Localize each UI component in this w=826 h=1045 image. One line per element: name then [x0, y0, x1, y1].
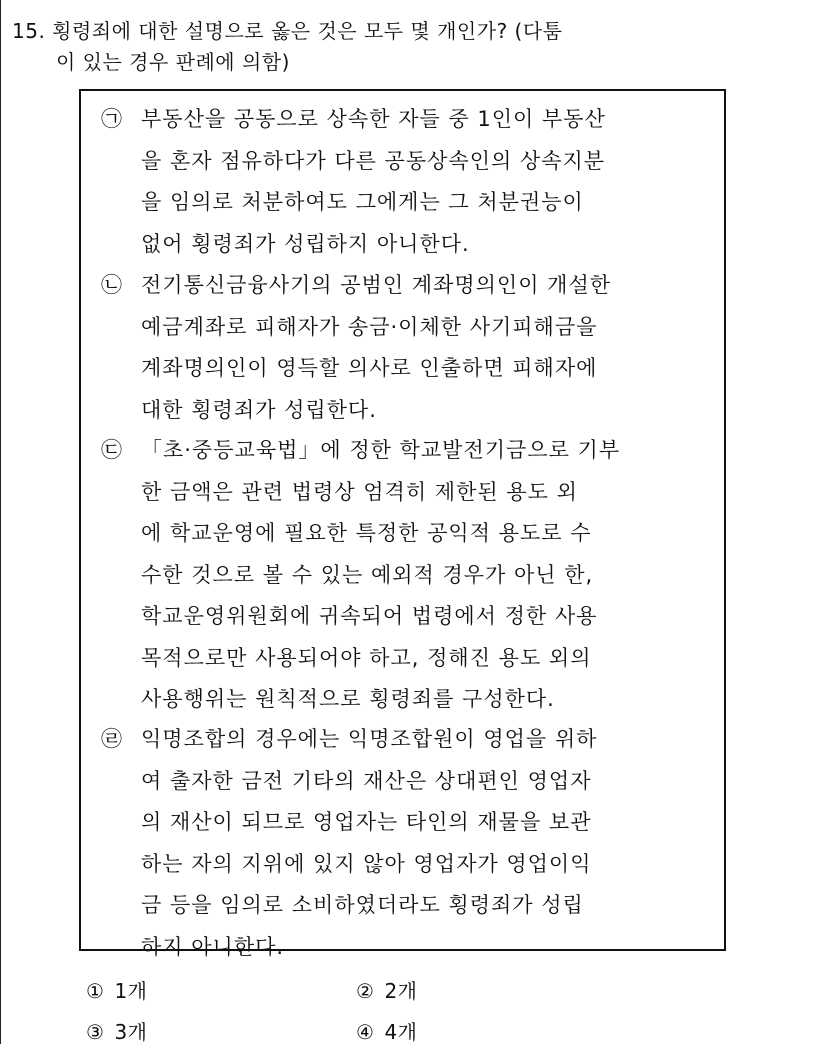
- statement-line: 부동산을 공동으로 상속한 자들 중 1인이 부동산: [141, 107, 606, 131]
- statement-line: 전기통신금융사기의 공범인 계좌명의인이 개설한: [141, 273, 612, 297]
- choice-number: ①: [86, 979, 105, 1003]
- choice-label: 2개: [384, 979, 418, 1003]
- page-left-border: [0, 0, 1, 1044]
- question-number: 15.: [12, 19, 46, 43]
- statement-marker: ㉣: [101, 727, 123, 751]
- question-text-1: 횡령죄에 대한 설명으로 옳은 것은 모두 몇 개인가? (다툼: [52, 19, 563, 43]
- statement-line: 을 혼자 점유하다가 다른 공동상속인의 상속지분: [141, 148, 606, 173]
- statement-line: 금 등을 임의로 소비하였더라도 횡령죄가 성립: [141, 893, 584, 917]
- choice-number: ③: [86, 1020, 105, 1044]
- statement-line: 수한 것으로 볼 수 있는 예외적 경우가 아닌 한,: [141, 562, 594, 587]
- statement-d: [101, 719, 711, 968]
- statements-box: [79, 89, 726, 959]
- statement-line: 사용행위는 원칙적으로 횡령죄를 구성한다.: [141, 687, 555, 711]
- statement-line: 대한 횡령죄가 성립한다.: [141, 397, 377, 422]
- statement-c: [101, 430, 711, 721]
- choice-number: ②: [356, 979, 375, 1003]
- question-text-2: 이 있는 경우 판례에 의함): [56, 50, 290, 74]
- statement-line: 하지 아니한다.: [141, 934, 285, 959]
- statement-line: 목적으로만 사용되어야 하고, 정해진 용도 외의: [141, 645, 592, 670]
- choice-3[interactable]: [86, 1016, 147, 1045]
- choice-1[interactable]: [86, 975, 147, 1004]
- statement-line: 의 재산이 되므로 영업자는 타인의 재물을 보관: [141, 810, 592, 834]
- statement-marker: ㉢: [101, 438, 123, 462]
- statement-line: 한 금액은 관련 법령상 엄격히 제한된 용도 외: [141, 479, 578, 504]
- statement-line: 예금계좌로 피해자가 송금·이체한 사기피해금을: [141, 314, 598, 339]
- choice-number: ④: [356, 1020, 375, 1044]
- statement-a: [101, 99, 711, 265]
- statement-line: 여 출자한 금전 기타의 재산은 상대편인 영업자: [141, 768, 592, 793]
- statement-marker: ㉠: [101, 107, 123, 131]
- statement-marker: ㉡: [101, 273, 123, 297]
- choice-label: 1개: [114, 979, 148, 1003]
- statement-b: [101, 265, 711, 431]
- question-line-1: [12, 16, 802, 47]
- statement-line: 「초·중등교육법」에 정한 학교발전기금으로 기부: [141, 438, 621, 462]
- statement-line: 하는 자의 지위에 있지 않아 영업자가 영업이익: [141, 851, 592, 876]
- statement-line: 익명조합의 경우에는 익명조합원이 영업을 위하: [141, 727, 598, 751]
- statement-line: 에 학교운영에 필요한 특정한 공익적 용도로 수: [141, 521, 592, 545]
- statement-line: 을 임의로 처분하여도 그에게는 그 처분권능이: [141, 190, 584, 214]
- statement-line: 없어 횡령죄가 성립하지 아니한다.: [141, 231, 470, 256]
- choice-label: 3개: [114, 1020, 148, 1044]
- statement-line: 학교운영위원회에 귀속되어 법령에서 정한 사용: [141, 604, 598, 628]
- choice-label: 4개: [384, 1020, 418, 1044]
- choice-2[interactable]: [356, 975, 417, 1004]
- question-stem: [12, 16, 802, 78]
- choice-4[interactable]: [356, 1016, 417, 1045]
- statement-line: 계좌명의인이 영득할 의사로 인출하면 피해자에: [141, 356, 598, 380]
